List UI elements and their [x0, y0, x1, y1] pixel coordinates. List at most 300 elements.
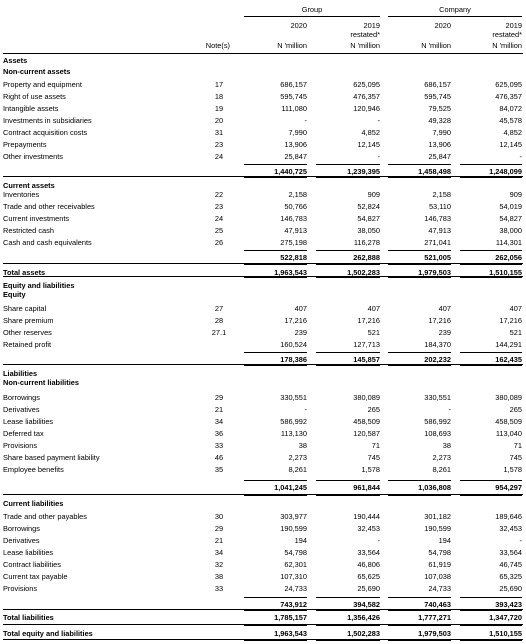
subtotal-rule: [316, 352, 380, 353]
note-ref: 28: [214, 316, 224, 325]
value-cell: 38,050: [357, 226, 380, 235]
row-label: Share based payment liability: [3, 453, 100, 462]
value-cell: 595,745: [280, 92, 307, 101]
table-row: [0, 378, 526, 387]
group-heading: Group: [301, 5, 323, 14]
table-row: [0, 152, 526, 161]
section-rule: [3, 639, 523, 640]
value-cell: 38: [442, 441, 451, 450]
note-ref: 29: [214, 393, 224, 402]
subtotal-row: [0, 600, 526, 609]
row-label: Current tax payable: [3, 572, 68, 581]
subtotal-row: [0, 355, 526, 364]
value-cell: 275,198: [280, 238, 307, 247]
value-cell: 458,509: [495, 417, 522, 426]
value-cell: 84,072: [499, 104, 522, 113]
value-cell: 522,818: [280, 253, 307, 262]
company-2019-restated: restated*: [492, 30, 522, 39]
row-label: Deferred tax: [3, 429, 44, 438]
note-ref: 22: [214, 190, 224, 199]
company-2019-year: 2019: [505, 21, 522, 30]
table-row: [0, 560, 526, 569]
section-heading: Equity and liabilities: [3, 281, 75, 290]
subtotal-rule: [388, 640, 451, 641]
company-2020-year: 2020: [434, 21, 451, 30]
value-cell: 32,453: [499, 524, 522, 533]
value-cell: 71: [513, 441, 522, 450]
row-label: Share premium: [3, 316, 54, 325]
note-ref: 46: [214, 453, 224, 462]
value-cell: 1,458,498: [418, 167, 451, 176]
value-cell: 521,005: [424, 253, 451, 262]
value-cell: 62,301: [284, 560, 307, 569]
subtotal-rule: [388, 610, 451, 611]
row-label: Share capital: [3, 304, 47, 313]
table-row: [0, 536, 526, 545]
row-label: Lease liabilities: [3, 548, 54, 557]
value-cell: 1,510,155: [489, 629, 522, 638]
value-cell: 1,041,245: [274, 483, 307, 492]
table-row: [0, 181, 526, 190]
value-cell: 24,733: [428, 584, 451, 593]
row-label: Provisions: [3, 584, 38, 593]
value-cell: 476,357: [353, 92, 380, 101]
value-cell: 108,693: [424, 429, 451, 438]
section-rule: [3, 494, 523, 495]
value-cell: 46,745: [499, 560, 522, 569]
table-row: [0, 417, 526, 426]
value-cell: 17,216: [428, 316, 451, 325]
subtotal-rule: [316, 164, 380, 165]
subtotal-rule: [460, 177, 522, 178]
row-label: Contract liabilities: [3, 560, 61, 569]
value-cell: 239: [438, 328, 451, 337]
value-cell: 79,525: [428, 104, 451, 113]
value-cell: 407: [294, 304, 307, 313]
value-cell: 33,564: [357, 548, 380, 557]
subtotal-rule: [460, 625, 522, 626]
value-cell: -: [377, 116, 380, 125]
group-2019-restated: restated*: [350, 30, 380, 39]
value-cell: 160,524: [280, 340, 307, 349]
value-cell: 625,095: [353, 80, 380, 89]
subtotal-rule: [388, 164, 451, 165]
value-cell: 265: [509, 405, 522, 414]
row-label: Restricted cash: [3, 226, 54, 235]
value-cell: 330,551: [424, 393, 451, 402]
value-cell: 47,913: [284, 226, 307, 235]
company-2020-unit: N 'million: [421, 41, 451, 50]
note-ref: 24: [214, 214, 224, 223]
subtotal-rule: [316, 597, 380, 598]
value-cell: 745: [367, 453, 380, 462]
value-cell: 12,145: [357, 140, 380, 149]
value-cell: 162,435: [495, 355, 522, 364]
subtotal-rule: [460, 264, 522, 265]
section-rule: [3, 176, 523, 177]
subtotal-rule: [316, 495, 380, 496]
value-cell: 625,095: [495, 80, 522, 89]
value-cell: 1,347,720: [489, 613, 522, 622]
company-heading: Company: [439, 5, 471, 14]
value-cell: 194: [294, 536, 307, 545]
group-2019-unit: N 'million: [350, 41, 380, 50]
subtotal-rule: [244, 597, 307, 598]
table-row: [0, 140, 526, 149]
note-ref: 38: [214, 572, 224, 581]
value-cell: 71: [371, 441, 380, 450]
note-ref: 18: [214, 92, 224, 101]
group-2020-year: 2020: [290, 21, 307, 30]
value-cell: 114,301: [495, 238, 522, 247]
value-cell: 25,690: [357, 584, 380, 593]
value-cell: 54,827: [499, 214, 522, 223]
note-ref: 31: [214, 128, 224, 137]
subtotal-row: [0, 253, 526, 262]
table-row: [0, 214, 526, 223]
row-label: Right of use assets: [3, 92, 66, 101]
row-label: Provisions: [3, 441, 38, 450]
subtotal-rule: [388, 597, 451, 598]
note-ref: 33: [214, 441, 224, 450]
value-cell: 407: [509, 304, 522, 313]
table-row: [0, 328, 526, 337]
table-row: [0, 465, 526, 474]
note-ref: 24: [214, 152, 224, 161]
subtotal-rule: [316, 250, 380, 251]
value-cell: 45,578: [499, 116, 522, 125]
table-row: [0, 340, 526, 349]
row-label: Total assets: [3, 268, 46, 277]
table-row: [0, 499, 526, 508]
value-cell: 120,587: [353, 429, 380, 438]
row-label: Prepayments: [3, 140, 47, 149]
group-heading-rule: [244, 16, 380, 17]
section-heading: Liabilities: [3, 369, 38, 378]
value-cell: 303,977: [280, 512, 307, 521]
value-cell: 17,216: [499, 316, 522, 325]
value-cell: 13,906: [428, 140, 451, 149]
value-cell: 61,919: [428, 560, 451, 569]
row-label: Investments in subsidiaries: [3, 116, 92, 125]
value-cell: 50,766: [284, 202, 307, 211]
subtotal-rule: [388, 365, 451, 366]
value-cell: 32,453: [357, 524, 380, 533]
value-cell: 65,325: [499, 572, 522, 581]
subtotal-rule: [244, 480, 307, 481]
section-heading: Current assets: [3, 181, 55, 190]
value-cell: 184,370: [424, 340, 451, 349]
value-cell: 740,463: [424, 600, 451, 609]
subtotal-rule: [388, 277, 451, 278]
value-cell: 595,745: [424, 92, 451, 101]
section-heading: Non-current liabilities: [3, 378, 79, 387]
row-label: Trade and other payables: [3, 512, 87, 521]
subtotal-rule: [460, 640, 522, 641]
value-cell: 25,690: [499, 584, 522, 593]
row-label: Other reserves: [3, 328, 52, 337]
note-ref: 27.1: [211, 328, 227, 337]
value-cell: 301,182: [424, 512, 451, 521]
value-cell: 2,158: [432, 190, 451, 199]
table-row: [0, 369, 526, 378]
note-ref: 33: [214, 584, 224, 593]
section-rule: [3, 609, 523, 610]
value-cell: 24,733: [284, 584, 307, 593]
note-ref: 21: [214, 405, 224, 414]
note-ref: 27: [214, 304, 224, 313]
note-ref: 23: [214, 202, 224, 211]
value-cell: 17,216: [357, 316, 380, 325]
value-cell: 7,990: [288, 128, 307, 137]
table-row: [0, 512, 526, 521]
subtotal-rule: [388, 480, 451, 481]
table-row: [0, 572, 526, 581]
value-cell: 521: [509, 328, 522, 337]
value-cell: 113,130: [280, 429, 307, 438]
value-cell: 178,386: [280, 355, 307, 364]
table-row: [0, 67, 526, 76]
notes-heading: Note(s): [205, 41, 230, 50]
note-ref: 21: [214, 536, 224, 545]
subtotal-rule: [244, 250, 307, 251]
value-cell: 586,992: [280, 417, 307, 426]
value-cell: -: [448, 405, 451, 414]
value-cell: 53,110: [428, 202, 451, 211]
table-row: [0, 56, 526, 65]
value-cell: -: [304, 116, 307, 125]
value-cell: 54,798: [284, 548, 307, 557]
value-cell: 393,423: [495, 600, 522, 609]
subtotal-rule: [244, 177, 307, 178]
value-cell: 13,906: [284, 140, 307, 149]
note-ref: 17: [214, 80, 224, 89]
value-cell: 1,777,271: [418, 613, 451, 622]
table-row: [0, 80, 526, 89]
row-label: Intangible assets: [3, 104, 59, 113]
subtotal-rule: [316, 625, 380, 626]
row-label: Trade and other receivables: [3, 202, 95, 211]
value-cell: 116,278: [353, 238, 380, 247]
row-label: Other investments: [3, 152, 63, 161]
section-rule: [3, 263, 523, 264]
table-row: [0, 548, 526, 557]
value-cell: 954,297: [495, 483, 522, 492]
value-cell: 25,847: [284, 152, 307, 161]
subtotal-rule: [460, 610, 522, 611]
value-cell: 190,444: [353, 512, 380, 521]
note-ref: 23: [214, 140, 224, 149]
note-ref: 34: [214, 417, 224, 426]
subtotal-rule: [244, 365, 307, 366]
subtotal-row: [0, 483, 526, 492]
table-row: [0, 290, 526, 299]
row-label: Property and equipment: [3, 80, 82, 89]
table-row: [0, 393, 526, 402]
value-cell: 394,582: [353, 600, 380, 609]
subtotal-rule: [244, 495, 307, 496]
table-row: [0, 429, 526, 438]
subtotal-rule: [316, 264, 380, 265]
row-label: Contract acquisition costs: [3, 128, 88, 137]
value-cell: 239: [294, 328, 307, 337]
value-cell: 189,646: [495, 512, 522, 521]
value-cell: 262,056: [495, 253, 522, 262]
value-cell: 686,157: [280, 80, 307, 89]
value-cell: -: [519, 152, 522, 161]
value-cell: 8,261: [432, 465, 451, 474]
table-row: [0, 226, 526, 235]
row-label: Total equity and liabilities: [3, 629, 93, 638]
value-cell: 458,509: [353, 417, 380, 426]
subtotal-rule: [244, 264, 307, 265]
value-cell: 743,912: [280, 600, 307, 609]
value-cell: 745: [509, 453, 522, 462]
value-cell: 54,019: [499, 202, 522, 211]
value-cell: 8,261: [288, 465, 307, 474]
value-cell: 111,080: [281, 104, 307, 113]
value-cell: 2,273: [432, 453, 451, 462]
group-2019-year: 2019: [363, 21, 380, 30]
table-row: [0, 441, 526, 450]
value-cell: 961,844: [353, 483, 380, 492]
table-row: [0, 104, 526, 113]
value-cell: 107,310: [280, 572, 307, 581]
subtotal-rule: [316, 480, 380, 481]
value-cell: 38,000: [499, 226, 522, 235]
value-cell: 7,990: [432, 128, 451, 137]
note-ref: 19: [214, 104, 224, 113]
value-cell: 33,564: [499, 548, 522, 557]
value-cell: 146,783: [280, 214, 307, 223]
row-label: Lease liabilities: [3, 417, 54, 426]
value-cell: 202,232: [424, 355, 451, 364]
note-ref: 25: [214, 226, 224, 235]
subtotal-rule: [244, 352, 307, 353]
value-cell: 380,089: [353, 393, 380, 402]
value-cell: 46,806: [357, 560, 380, 569]
value-cell: 1,510,155: [489, 268, 522, 277]
table-row: [0, 629, 526, 638]
table-row: [0, 116, 526, 125]
value-cell: -: [377, 152, 380, 161]
value-cell: 330,551: [280, 393, 307, 402]
table-row: [0, 281, 526, 290]
table-row: [0, 316, 526, 325]
value-cell: 1,036,808: [418, 483, 451, 492]
subtotal-rule: [460, 250, 522, 251]
value-cell: -: [377, 536, 380, 545]
section-heading: Current liabilities: [3, 499, 64, 508]
header-bottom-rule: [3, 53, 523, 54]
value-cell: -: [519, 536, 522, 545]
value-cell: 38: [298, 441, 307, 450]
value-cell: 1,979,503: [418, 629, 451, 638]
table-row: [0, 92, 526, 101]
subtotal-rule: [316, 640, 380, 641]
value-cell: 2,273: [288, 453, 307, 462]
note-ref: 20: [214, 116, 224, 125]
value-cell: 909: [509, 190, 522, 199]
section-heading: Equity: [3, 290, 26, 299]
value-cell: 271,041: [424, 238, 451, 247]
value-cell: 144,291: [495, 340, 522, 349]
subtotal-rule: [388, 495, 451, 496]
value-cell: 686,157: [424, 80, 451, 89]
value-cell: 1,502,283: [347, 268, 380, 277]
value-cell: 107,038: [424, 572, 451, 581]
value-cell: 65,625: [357, 572, 380, 581]
subtotal-rule: [460, 495, 522, 496]
value-cell: 407: [438, 304, 451, 313]
value-cell: 265: [367, 405, 380, 414]
value-cell: -: [304, 405, 307, 414]
table-row: [0, 202, 526, 211]
value-cell: 380,089: [495, 393, 522, 402]
value-cell: 54,827: [357, 214, 380, 223]
value-cell: 1,502,283: [347, 629, 380, 638]
value-cell: 54,798: [428, 548, 451, 557]
subtotal-rule: [388, 625, 451, 626]
value-cell: 4,852: [361, 128, 380, 137]
subtotal-rule: [316, 177, 380, 178]
value-cell: 1,248,099: [489, 167, 522, 176]
value-cell: 194: [438, 536, 451, 545]
value-cell: 47,913: [428, 226, 451, 235]
subtotal-rule: [388, 250, 451, 251]
subtotal-rule: [388, 264, 451, 265]
note-ref: 34: [214, 548, 224, 557]
value-cell: 146,783: [424, 214, 451, 223]
note-ref: 26: [214, 238, 224, 247]
value-cell: 1,239,395: [347, 167, 380, 176]
value-cell: 1,440,725: [274, 167, 307, 176]
subtotal-rule: [244, 640, 307, 641]
value-cell: 190,599: [280, 524, 307, 533]
subtotal-rule: [244, 164, 307, 165]
value-cell: 4,852: [503, 128, 522, 137]
subtotal-rule: [388, 177, 451, 178]
company-2019-unit: N 'million: [492, 41, 522, 50]
value-cell: 476,357: [495, 92, 522, 101]
value-cell: 1,785,157: [274, 613, 307, 622]
value-cell: 120,946: [353, 104, 380, 113]
value-cell: 25,847: [428, 152, 451, 161]
section-heading: Non-current assets: [3, 67, 71, 76]
value-cell: 586,992: [424, 417, 451, 426]
subtotal-rule: [316, 365, 380, 366]
table-row: [0, 128, 526, 137]
table-row: [0, 190, 526, 199]
row-label: Borrowings: [3, 393, 40, 402]
subtotal-rule: [460, 597, 522, 598]
row-label: Derivatives: [3, 536, 40, 545]
note-ref: 29: [214, 524, 224, 533]
table-row: [0, 613, 526, 622]
section-rule: [3, 624, 523, 625]
table-row: [0, 584, 526, 593]
subtotal-rule: [460, 365, 522, 366]
subtotal-rule: [460, 277, 522, 278]
row-label: Inventories: [3, 190, 40, 199]
value-cell: 17,216: [284, 316, 307, 325]
subtotal-rule: [460, 164, 522, 165]
note-ref: 32: [214, 560, 224, 569]
note-ref: 36: [214, 429, 224, 438]
value-cell: 1,578: [503, 465, 522, 474]
subtotal-rule: [388, 352, 451, 353]
section-heading: Assets: [3, 56, 28, 65]
